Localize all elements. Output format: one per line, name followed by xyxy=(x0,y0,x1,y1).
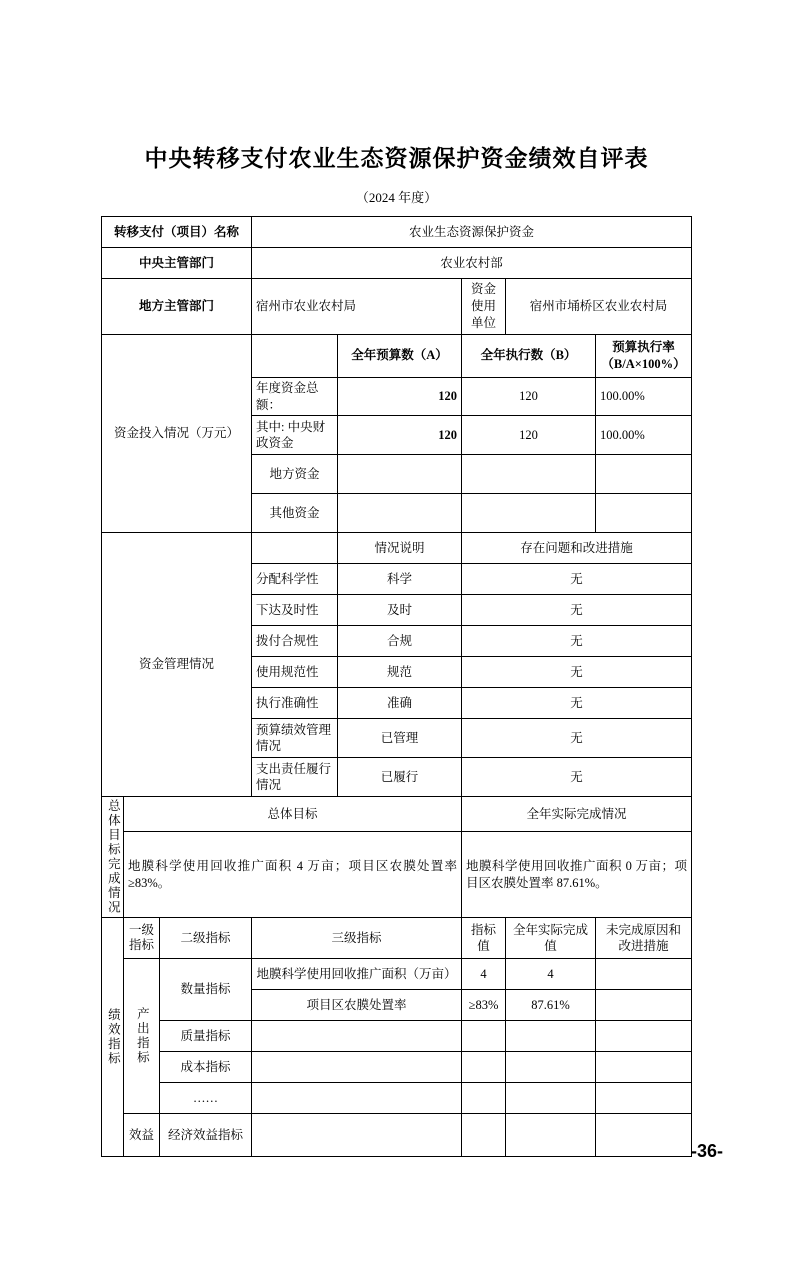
funding-row-budget-1: 120 xyxy=(337,416,461,455)
project-name-label: 转移支付（项目）名称 xyxy=(101,217,251,248)
central-dept-label: 中央主管部门 xyxy=(101,248,251,279)
management-desc-0: 科学 xyxy=(337,564,461,595)
indicator-level2-economic: 经济效益指标 xyxy=(159,1114,251,1157)
table-row xyxy=(101,918,691,959)
table-row xyxy=(101,279,691,335)
indicator-target-0: 4 xyxy=(461,959,505,990)
indicator-target-3 xyxy=(461,1052,505,1083)
overall-col-actual: 全年实际完成情况 xyxy=(461,797,691,832)
indicator-level1-output: 产出指标 xyxy=(123,959,159,1114)
indicator-target-4 xyxy=(461,1083,505,1114)
indicators-col-target: 指标值 xyxy=(461,918,505,959)
table-row xyxy=(101,797,691,832)
table-row xyxy=(101,1021,691,1052)
funding-col-budget: 全年预算数（A） xyxy=(337,334,461,377)
table-row xyxy=(101,1083,691,1114)
indicator-level3-3 xyxy=(251,1052,461,1083)
management-desc-1: 及时 xyxy=(337,595,461,626)
indicator-level3-4 xyxy=(251,1083,461,1114)
page-subtitle: （2024 年度） xyxy=(355,190,438,205)
funding-col-rate: 预算执行率（B/A×100%） xyxy=(595,334,691,377)
indicators-section-label: 绩效指标 xyxy=(101,918,123,1157)
page-number: -36- xyxy=(690,1141,723,1161)
indicator-actual-1: 87.61% xyxy=(505,990,595,1021)
indicator-level2-cost: 成本指标 xyxy=(159,1052,251,1083)
indicator-level2-quantity: 数量指标 xyxy=(159,959,251,1021)
management-issue-1: 无 xyxy=(461,595,691,626)
table-row xyxy=(101,217,691,248)
management-col-item xyxy=(251,533,337,564)
indicator-target-2 xyxy=(461,1021,505,1052)
indicator-level1-benefit: 效益 xyxy=(123,1114,159,1157)
indicator-actual-4 xyxy=(505,1083,595,1114)
management-issue-6: 无 xyxy=(461,758,691,797)
indicators-col-actual: 全年实际完成值 xyxy=(505,918,595,959)
funding-row-budget-2 xyxy=(337,455,461,494)
fund-user-label: 资金使用单位 xyxy=(461,279,505,335)
overall-section-label: 总体目标完成情况 xyxy=(101,797,123,918)
management-desc-4: 准确 xyxy=(337,688,461,719)
management-item-1: 下达及时性 xyxy=(251,595,337,626)
indicator-reason-5 xyxy=(595,1114,691,1157)
table-row xyxy=(101,248,691,279)
table-row xyxy=(101,959,691,990)
management-item-0: 分配科学性 xyxy=(251,564,337,595)
indicator-level2-quality: 质量指标 xyxy=(159,1021,251,1052)
funding-row-rate-3 xyxy=(595,494,691,533)
indicator-actual-0: 4 xyxy=(505,959,595,990)
funding-row-label-3: 其他资金 xyxy=(251,494,337,533)
funding-row-executed-0: 120 xyxy=(461,377,595,416)
funding-col-executed: 全年执行数（B） xyxy=(461,334,595,377)
indicator-target-5 xyxy=(461,1114,505,1157)
management-col-desc: 情况说明 xyxy=(337,533,461,564)
indicator-reason-4 xyxy=(595,1083,691,1114)
indicator-reason-2 xyxy=(595,1021,691,1052)
management-desc-6: 已履行 xyxy=(337,758,461,797)
indicator-reason-3 xyxy=(595,1052,691,1083)
local-dept-label: 地方主管部门 xyxy=(101,279,251,335)
fund-user-value: 宿州市埇桥区农业农村局 xyxy=(505,279,691,335)
table-row xyxy=(101,832,691,918)
funding-row-rate-0: 100.00% xyxy=(595,377,691,416)
management-issue-4: 无 xyxy=(461,688,691,719)
document-page xyxy=(0,140,793,1262)
funding-row-rate-1: 100.00% xyxy=(595,416,691,455)
management-section-label: 资金管理情况 xyxy=(101,533,251,797)
indicator-level3-0: 地膜科学使用回收推广面积（万亩） xyxy=(251,959,461,990)
table-row xyxy=(101,334,691,377)
indicators-col-reason: 未完成原因和改进措施 xyxy=(595,918,691,959)
indicators-col-level3: 三级指标 xyxy=(251,918,461,959)
performance-self-evaluation-table xyxy=(101,216,692,1157)
management-desc-3: 规范 xyxy=(337,657,461,688)
management-desc-5: 已管理 xyxy=(337,719,461,758)
funding-row-budget-0: 120 xyxy=(337,377,461,416)
management-issue-5: 无 xyxy=(461,719,691,758)
management-issue-2: 无 xyxy=(461,626,691,657)
overall-col-goal: 总体目标 xyxy=(123,797,461,832)
management-item-3: 使用规范性 xyxy=(251,657,337,688)
indicator-level2-ellipsis: …… xyxy=(159,1083,251,1114)
management-issue-0: 无 xyxy=(461,564,691,595)
indicators-col-level2: 二级指标 xyxy=(159,918,251,959)
indicator-reason-1 xyxy=(595,990,691,1021)
management-item-2: 拨付合规性 xyxy=(251,626,337,657)
central-dept-value: 农业农村部 xyxy=(251,248,691,279)
management-item-5: 预算绩效管理情况 xyxy=(251,719,337,758)
funding-row-budget-3 xyxy=(337,494,461,533)
indicator-actual-5 xyxy=(505,1114,595,1157)
page-title: 中央转移支付农业生态资源保护资金绩效自评表 xyxy=(144,145,649,171)
table-row xyxy=(101,533,691,564)
indicator-level3-1: 项目区农膜处置率 xyxy=(251,990,461,1021)
indicator-target-1: ≥83% xyxy=(461,990,505,1021)
management-issue-3: 无 xyxy=(461,657,691,688)
overall-actual-text: 地膜科学使用回收推广面积 0 万亩；项目区农膜处置率 87.61%。 xyxy=(461,832,691,918)
overall-goal-text: 地膜科学使用回收推广面积 4 万亩；项目区农膜处置率≥83%。 xyxy=(123,832,461,918)
indicator-level3-2 xyxy=(251,1021,461,1052)
management-col-issue: 存在问题和改进措施 xyxy=(461,533,691,564)
funding-row-executed-1: 120 xyxy=(461,416,595,455)
funding-row-executed-3 xyxy=(461,494,595,533)
indicators-col-level1: 一级指标 xyxy=(123,918,159,959)
funding-row-executed-2 xyxy=(461,455,595,494)
management-item-4: 执行准确性 xyxy=(251,688,337,719)
indicator-actual-2 xyxy=(505,1021,595,1052)
table-row xyxy=(101,1052,691,1083)
table-row xyxy=(101,1114,691,1157)
indicator-level3-5 xyxy=(251,1114,461,1157)
funding-col-item xyxy=(251,334,337,377)
management-desc-2: 合规 xyxy=(337,626,461,657)
project-name-value: 农业生态资源保护资金 xyxy=(251,217,691,248)
funding-row-label-2: 地方资金 xyxy=(251,455,337,494)
indicator-reason-0 xyxy=(595,959,691,990)
local-dept-value: 宿州市农业农村局 xyxy=(251,279,461,335)
management-item-6: 支出责任履行情况 xyxy=(251,758,337,797)
funding-row-label-1: 其中: 中央财政资金 xyxy=(251,416,337,455)
funding-row-rate-2 xyxy=(595,455,691,494)
funding-section-label: 资金投入情况（万元） xyxy=(101,334,251,533)
funding-row-label-0: 年度资金总额： xyxy=(251,377,337,416)
indicator-actual-3 xyxy=(505,1052,595,1083)
